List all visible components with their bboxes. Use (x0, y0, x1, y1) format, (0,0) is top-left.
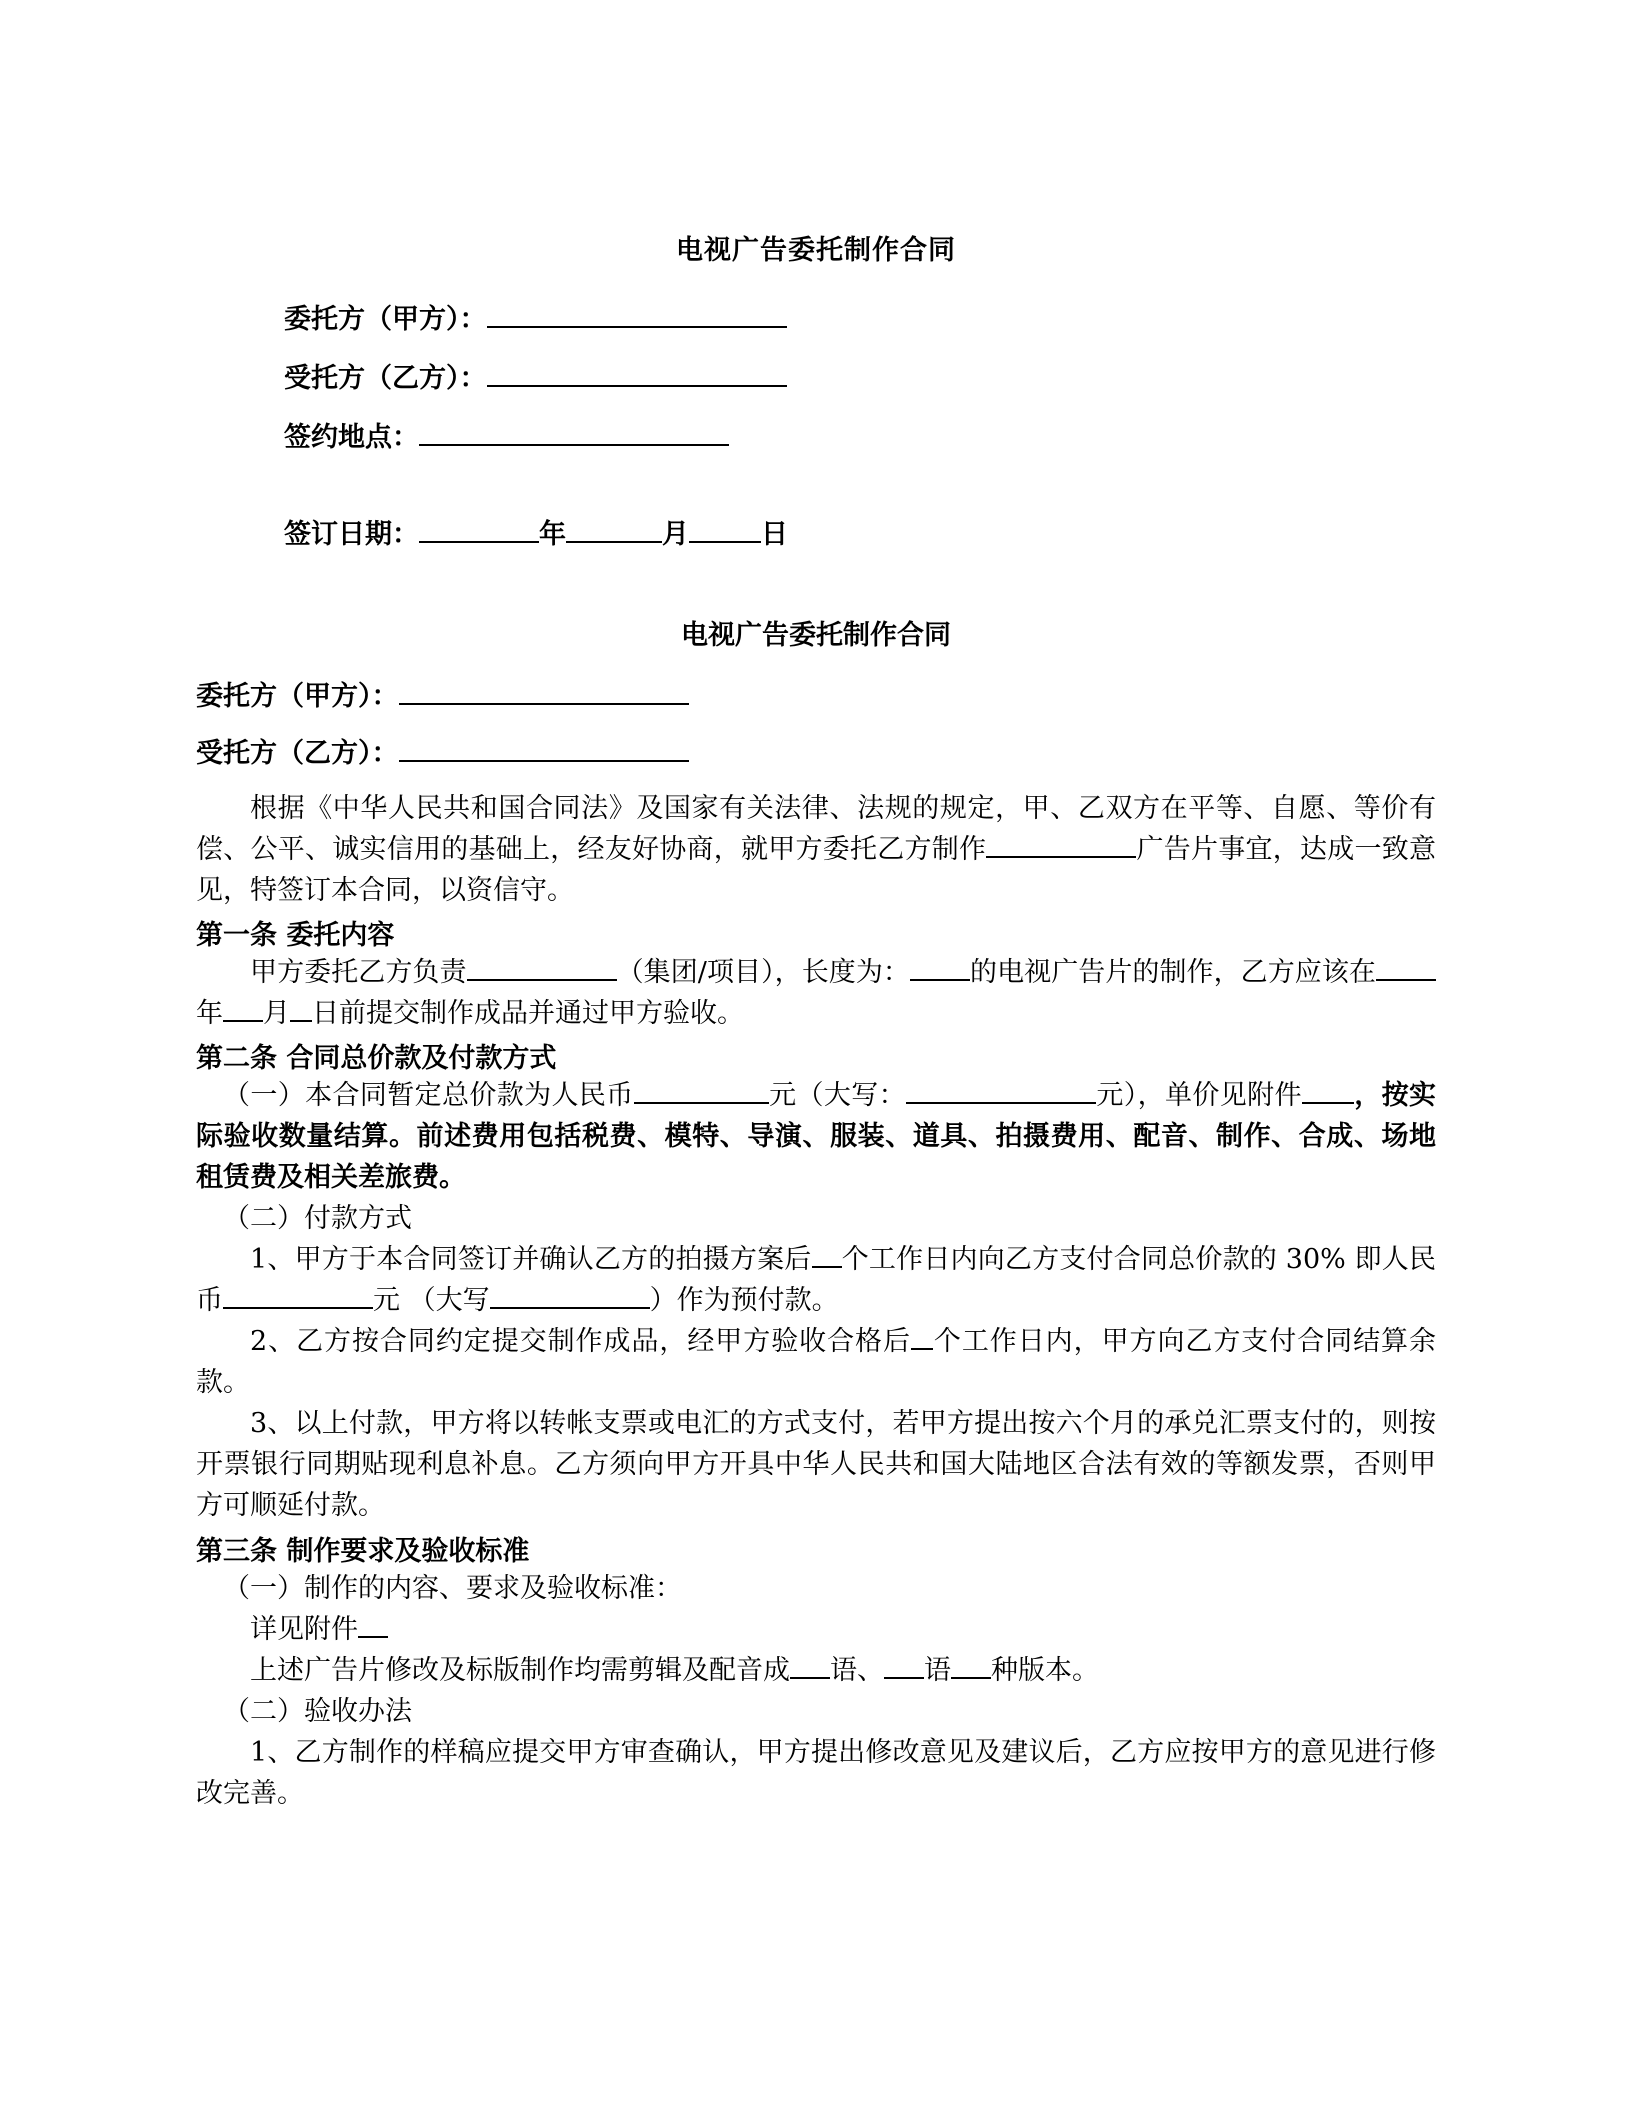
clause2-2-1-text-c: 元 （大写 (373, 1285, 490, 1317)
clause-3-item-2: （二）验收办法 (223, 1695, 412, 1727)
clause1-blank-length[interactable] (910, 979, 970, 981)
clause-2-item-2-1 (196, 1239, 1436, 1321)
body-party-a-blank[interactable] (399, 703, 689, 705)
body-title: 电视广告委托制作合同 (681, 620, 951, 651)
body-block (196, 613, 1436, 1814)
clause1-text-b: （集团/项目），长度为： (616, 957, 910, 989)
clause-2-item-2: （二）付款方式 (223, 1203, 412, 1235)
cover-sign-place-blank[interactable] (419, 444, 729, 446)
clause1-text-d: 年 (196, 998, 223, 1030)
cover-sign-place-label: 签约地点： (284, 422, 419, 453)
clause2-blank-attachment[interactable] (1302, 1102, 1354, 1104)
cover-date-day-label: 日 (761, 519, 788, 550)
cover-party-a-label: 委托方（甲方）： (284, 304, 487, 335)
clause1-blank-day[interactable] (290, 1020, 312, 1022)
clause2-2-2-text-b: 个工作日内，甲方向乙方支付合同结算余款。 (196, 1326, 1436, 1399)
cover-date-year-label: 年 (539, 519, 566, 550)
clause2-text-c: 元），单价见附件 (1095, 1080, 1302, 1112)
clause2-2-1-text-a: 1、甲方于本合同签订并确认乙方的拍摄方案后 (250, 1244, 812, 1276)
clause3-attachment-text: 详见附件 (250, 1613, 358, 1645)
clause1-blank-month[interactable] (223, 1020, 263, 1022)
clause3-blank-version-count[interactable] (951, 1677, 991, 1679)
clause2-blank-days-1[interactable] (812, 1266, 842, 1268)
clause1-blank-year[interactable] (1376, 979, 1436, 981)
clause3-lang-text-c: 语 (924, 1654, 951, 1686)
clause1-text-f: 日前提交制作成品并通过甲方验收。 (312, 998, 744, 1030)
body-party-b-blank[interactable] (399, 760, 689, 762)
clause3-blank-lang-2[interactable] (884, 1677, 924, 1679)
cover-date-month-label: 月 (662, 519, 689, 550)
clause-3-item-1: （一）制作的内容、要求及验收标准： (223, 1572, 682, 1604)
clause3-lang-text-b: 语、 (830, 1654, 884, 1686)
clause3-blank-lang-1[interactable] (790, 1677, 830, 1679)
clause3-lang-text-a: 上述广告片修改及标版制作均需剪辑及配音成 (250, 1654, 790, 1686)
cover-party-a-blank[interactable] (487, 326, 787, 328)
body-party-a-label: 委托方（甲方）： (196, 681, 399, 712)
clause1-text-e: 月 (263, 998, 290, 1030)
clause-2-item-2-3: 3、以上付款，甲方将以转帐支票或电汇的方式支付，若甲方提出按六个月的承兑汇票支付的，则按开票银行同期贴现利息补息。乙方须向甲方开具中华人民共和国大陆地区合法有效的等额发票，否则甲方可顺延付款。 (196, 1408, 1436, 1522)
clause1-blank-project[interactable] (467, 979, 617, 981)
cover-date-year-blank[interactable] (419, 541, 539, 543)
clause2-blank-days-2[interactable] (911, 1348, 933, 1350)
cover-party-b-blank[interactable] (487, 385, 787, 387)
clause1-text-c: 的电视广告片的制作，乙方应该在 (969, 957, 1377, 989)
clause2-blank-amount-words[interactable] (906, 1102, 1096, 1104)
clause2-2-2-text-a: 2、乙方按合同约定提交制作成品，经甲方验收合格后 (250, 1326, 911, 1358)
cover-party-b-label: 受托方（乙方）： (284, 363, 487, 394)
preamble-paragraph (196, 788, 1436, 911)
clause-3-attachment-line (196, 1609, 1436, 1650)
clause-1-title: 第一条 委托内容 (196, 920, 395, 952)
cover-party-b-line (196, 356, 1436, 395)
clause2-text-d: ，按实际验收数量结算。前述费用包括税费、模特、导演、服装、道具、拍摄费用、配音、制作、合成、场地租赁费及相关差旅费。 (196, 1080, 1437, 1194)
clause2-text-b: 元（大写： (768, 1080, 906, 1112)
cover-date-day-blank[interactable] (689, 541, 761, 543)
clause2-blank-prepay-amount[interactable] (223, 1307, 373, 1309)
clause3-lang-text-d: 种版本。 (991, 1654, 1099, 1686)
cover-sign-date-label: 签订日期： (284, 519, 419, 550)
clause-2-title: 第二条 合同总价款及付款方式 (196, 1043, 557, 1075)
clause-3-title: 第三条 制作要求及验收标准 (196, 1535, 530, 1567)
clause-1-paragraph (196, 952, 1436, 1034)
clause2-2-1-text-d: ）作为预付款。 (649, 1285, 839, 1317)
clause2-text-a: （一）本合同暂定总价款为人民币 (223, 1080, 634, 1112)
body-party-a-line (196, 674, 1436, 713)
clause3-blank-attachment[interactable] (358, 1636, 388, 1638)
clause-3-language-line (196, 1650, 1436, 1691)
cover-title: 电视广告委托制作合同 (676, 235, 956, 266)
preamble-blank[interactable] (986, 856, 1136, 858)
cover-date-month-blank[interactable] (566, 541, 662, 543)
preamble-text-1: 根据《中华人民共和国合同法》及国家有关法律、法规的规定，甲、乙双方在平等、自愿、等价有偿、公平、诚实信用的基础上，经友好协商，就甲方委托乙方制作 (196, 793, 1436, 866)
clause1-text-a: 甲方委托乙方负责 (250, 957, 467, 989)
clause2-2-1-text-b: 个工作日内向乙方支付合同总价款的 30% 即人民币 (196, 1244, 1436, 1317)
cover-party-a-line (196, 297, 1436, 336)
clause2-blank-prepay-words[interactable] (490, 1307, 650, 1309)
clause2-blank-amount[interactable] (634, 1102, 769, 1104)
body-party-b-label: 受托方（乙方）： (196, 738, 399, 769)
clause-2-item-2-2 (196, 1321, 1436, 1403)
cover-sign-place-line (196, 415, 1436, 454)
preamble-text-2: 广告片事宜，达成一致意见，特签订本合同，以资信守。 (196, 834, 1436, 907)
cover-sign-date-line (196, 512, 1436, 551)
body-party-b-line (196, 731, 1436, 770)
cover-block (196, 228, 1436, 551)
clause-2-item-1 (196, 1075, 1436, 1198)
clause-3-item-2-1: 1、乙方制作的样稿应提交甲方审查确认，甲方提出修改意见及建议后，乙方应按甲方的意见进行修改完善。 (196, 1736, 1436, 1809)
